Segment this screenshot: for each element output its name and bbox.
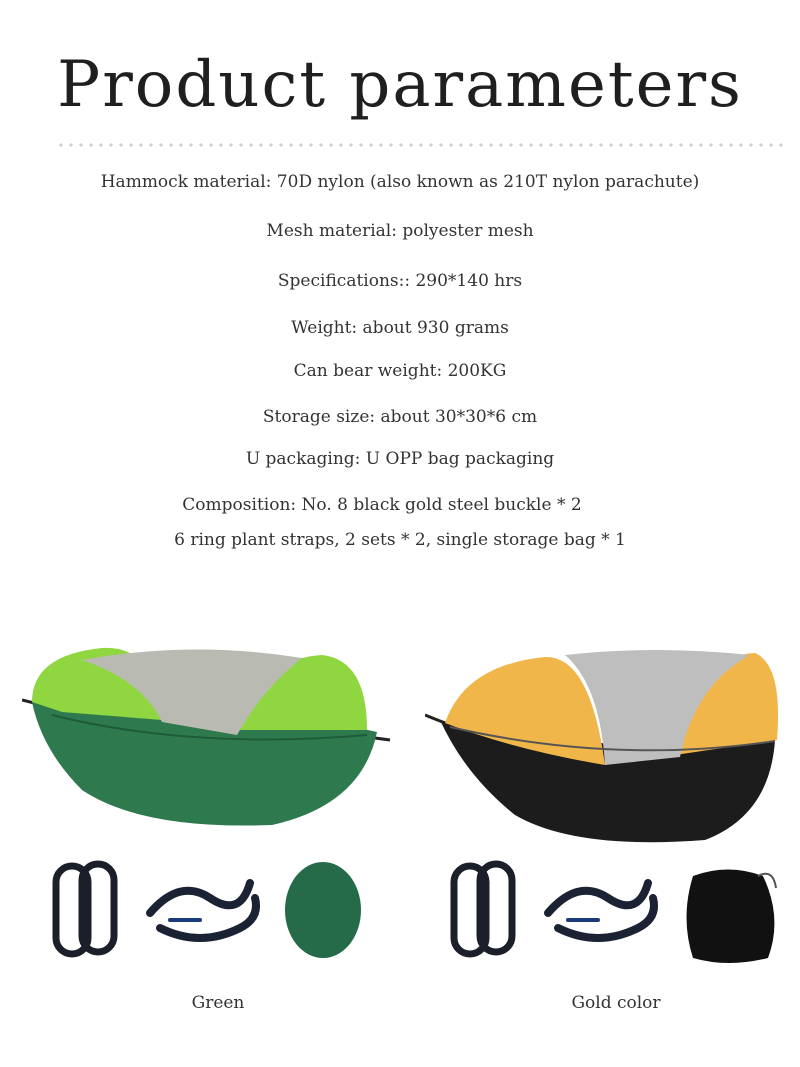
param-line-packaging: U packaging: U OPP bag packaging xyxy=(245,449,555,469)
param-line-weight: Weight: about 930 grams xyxy=(291,318,509,338)
page-title: Product parameters xyxy=(57,48,743,122)
param-line-material: Hammock material: 70D nylon (also known as 210T nylon parachute) xyxy=(100,172,700,192)
param-line-bear-weight: Can bear weight: 200KG xyxy=(293,361,507,381)
green-hammock-image xyxy=(22,640,392,830)
gold-hammock-image xyxy=(425,645,785,850)
variant-label-green: Green xyxy=(191,993,245,1013)
gold-accessories-image xyxy=(448,858,788,968)
carabiner-icon xyxy=(454,864,512,954)
green-accessories-image xyxy=(50,858,380,968)
param-line-storage-size: Storage size: about 30*30*6 cm xyxy=(262,407,538,427)
dotted-divider xyxy=(56,142,786,148)
param-line-mesh: Mesh material: polyester mesh xyxy=(266,221,534,241)
tree-strap-icon xyxy=(548,883,654,938)
variant-label-gold: Gold color xyxy=(571,993,661,1013)
carabiner-icon xyxy=(56,864,114,954)
param-line-composition-2: 6 ring plant straps, 2 sets * 2, single storage bag * 1 xyxy=(174,530,626,550)
param-line-composition-1: Composition: No. 8 black gold steel buckle * 2 xyxy=(182,495,582,515)
tree-strap-icon xyxy=(150,883,256,938)
storage-bag-icon xyxy=(687,870,775,964)
param-line-specifications: Specifications:: 290*140 hrs xyxy=(277,271,523,291)
storage-bag-icon xyxy=(285,862,361,958)
